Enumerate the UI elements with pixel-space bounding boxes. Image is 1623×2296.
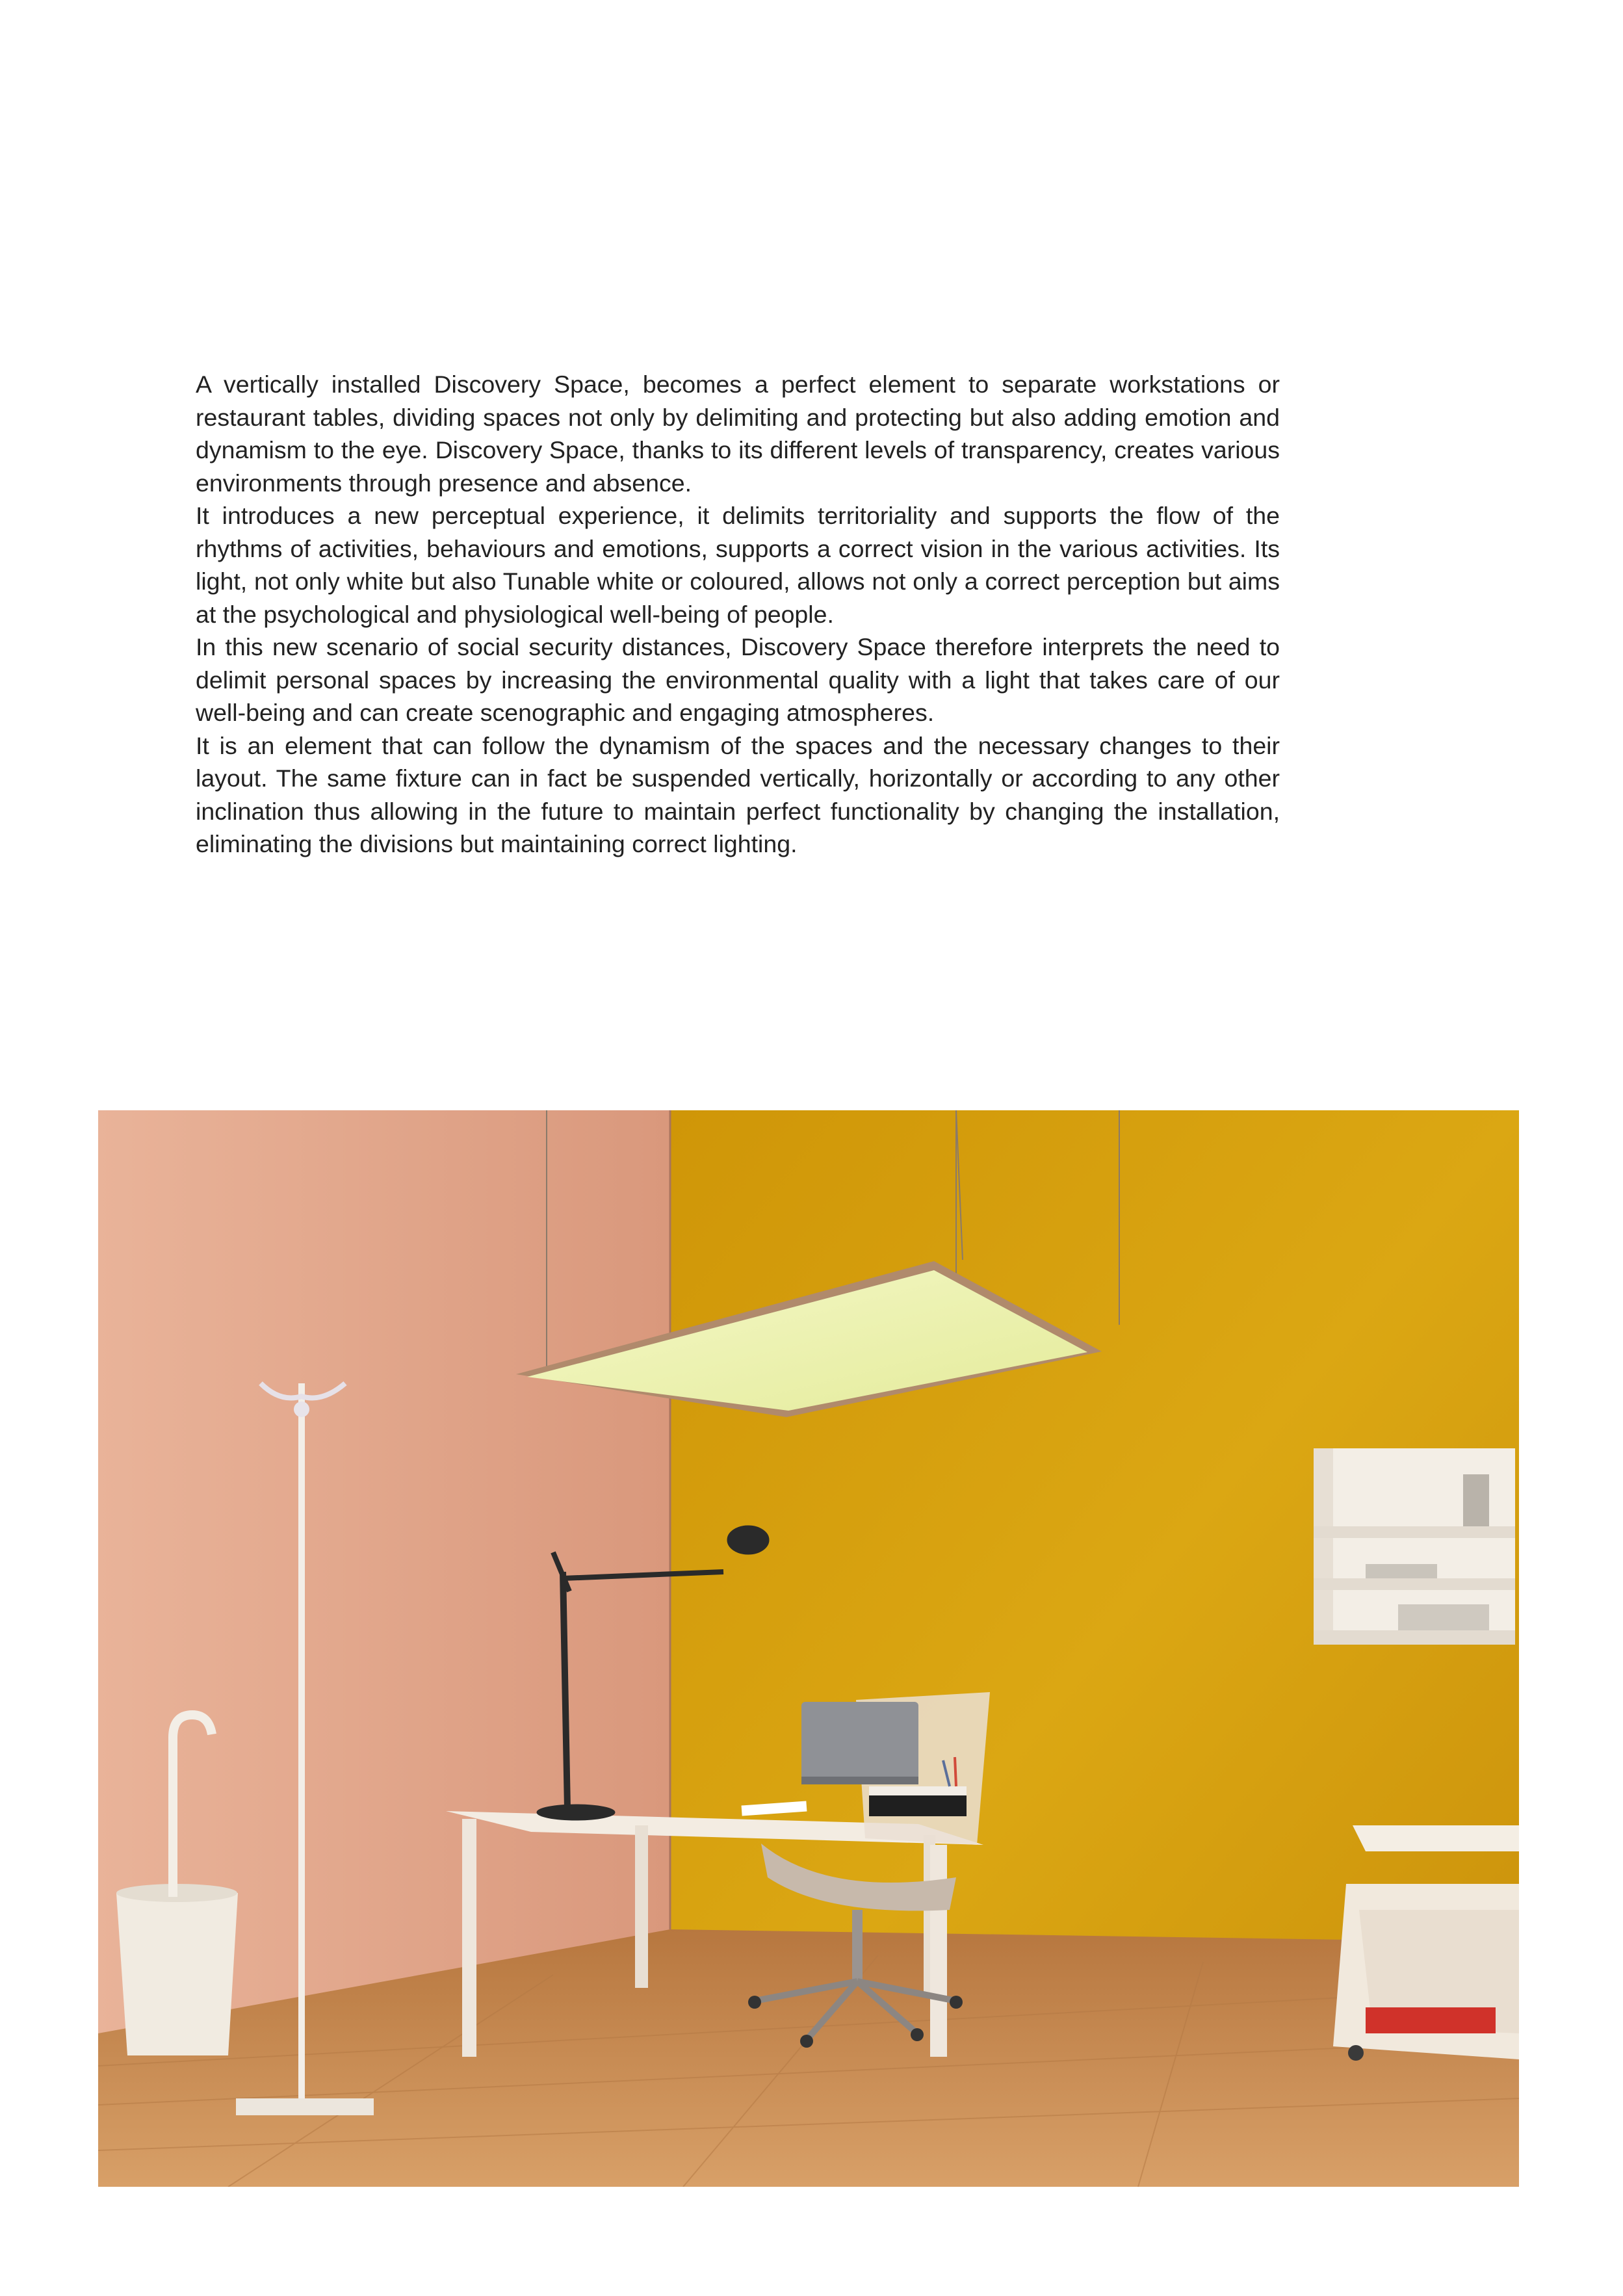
paragraph-3: In this new scenario of social security distances, Discovery Space therefore interprets the need to delimit personal spaces by increasing the environmental quality with a light that takes care of our well-being and can create scenographic and engaging atmospheres. — [196, 633, 1280, 726]
paragraph-1: A vertically installed Discovery Space, becomes a perfect element to separate workstations or restaurant tables, dividing spaces not only by delimiting and protecting but also adding emotion and dynamism to the eye. Discovery Space, thanks to its different levels of transparency, creates various environments through presence and absence. — [196, 371, 1280, 497]
laptop — [801, 1702, 918, 1784]
office-interior-photo — [98, 1110, 1519, 2187]
wall-shelf — [1314, 1448, 1515, 1645]
paragraph-2: It introduces a new perceptual experience, it delimits territoriality and supports the flow of the rhythms of activities, behaviours and emotions, supports a correct vision in the various activities. Its light, not only white but also Tunable white or coloured, allows not only a correct perception but aims at the psychological and physiological well-being of people. — [196, 502, 1280, 628]
paragraph-4: It is an element that can follow the dynamism of the spaces and the necessary changes to their layout. The same fixture can in fact be suspended vertically, horizontally or according to any other inclination thus allowing in the future to maintain perfect functionality by changing the installation, eliminating the divisions but maintaining correct lighting. — [196, 731, 1280, 857]
article-body — [196, 368, 1280, 861]
